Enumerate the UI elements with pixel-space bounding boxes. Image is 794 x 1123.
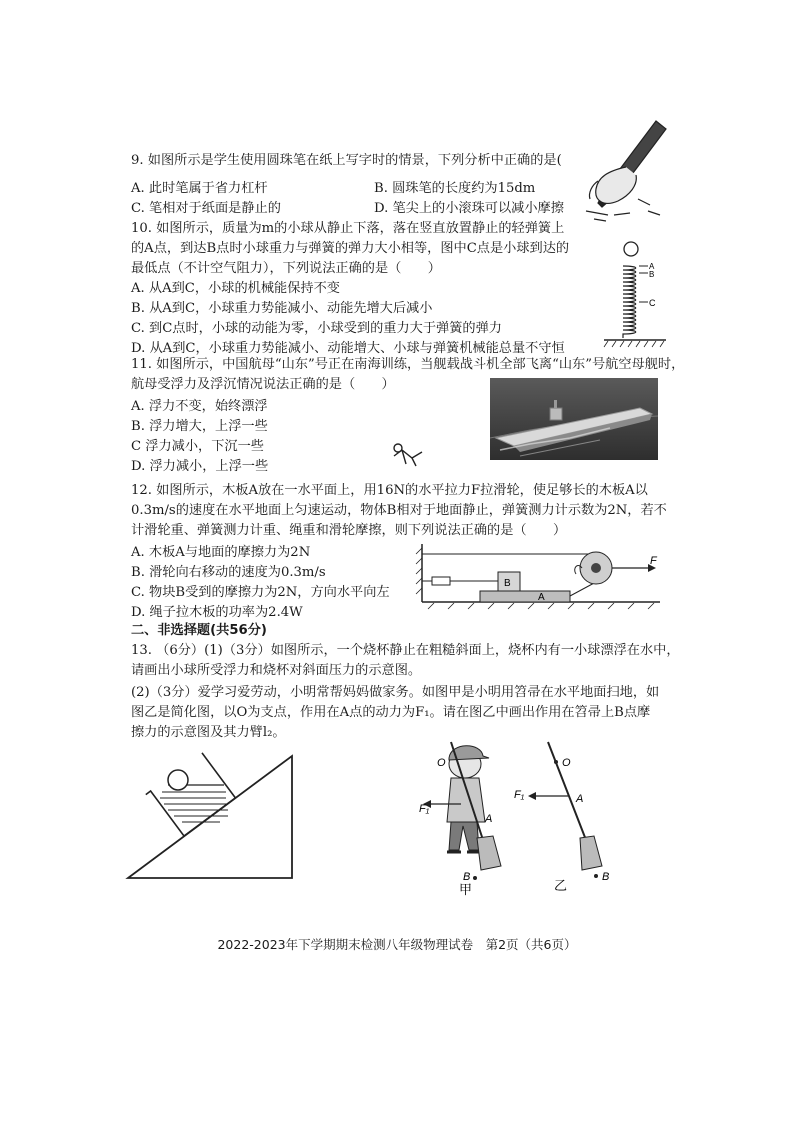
- label-b: B: [463, 871, 471, 883]
- board-a: [480, 591, 570, 602]
- broom-figure-yi: [510, 740, 620, 896]
- q9-option-b: B. 圆珠笔的长度约为15dm: [374, 181, 536, 196]
- incline-beaker-figure: [124, 752, 310, 882]
- label-a: A: [649, 262, 655, 271]
- q11-option-d: D. 浮力减小，上浮一些: [131, 459, 269, 474]
- label-f1: F₁: [419, 803, 430, 815]
- aircraft-carrier-photo: [490, 378, 658, 460]
- pulley-board-figure: [414, 540, 668, 612]
- label-b: B: [602, 871, 610, 883]
- broom-figure-jia: [405, 736, 525, 896]
- q9-option-c: C. 笔相对于纸面是静止的: [131, 201, 281, 216]
- q9-option-a: A. 此时笔属于省力杠杆: [131, 181, 268, 196]
- q9-option-d: D. 笔尖上的小滚珠可以减小摩擦: [374, 201, 564, 216]
- q13-part2-line1: (2)（3分）爱学习爱劳动，小明常帮妈妈做家务。如图甲是小明用笤帚在水平地面扫地，如: [131, 685, 660, 700]
- q10-stem-line1: 10. 如图所示，质量为m的小球从静止下落，落在竖直放置静止的轻弹簧上: [131, 221, 565, 236]
- q10-option-d: D. 从A到C，小球重力势能减小、动能增大、小球与弹簧机械能总量不守恒: [131, 341, 565, 356]
- q11-option-c: C 浮力减小，下沉一些: [131, 439, 264, 454]
- q10-stem-line3: 最低点（不计空气阻力），下列说法正确的是（ ）: [131, 261, 441, 276]
- q10-stem-line2: 的A点，到达B点时小球重力与弹簧的弹力大小相等，图中C点是小球到达的: [131, 241, 570, 256]
- q12-stem-line1: 12. 如图所示，木板A放在一水平面上，用16N的水平拉力F拉滑轮，使足够长的木板A以: [131, 483, 648, 498]
- q11-option-a: A. 浮力不变，始终漂浮: [131, 399, 268, 414]
- boy-body: [447, 778, 485, 822]
- label-a: A: [538, 592, 545, 603]
- q12-stem-line3: 计滑轮重、弹簧测力计重、绳重和滑轮摩擦，则下列说法正确的是（ ）: [131, 523, 567, 538]
- q9-stem: 9. 如图所示是学生使用圆珠笔在纸上写字时的情景，下列分析中正确的是(: [131, 153, 562, 168]
- page-footer: 2022-2023年下学期期末检测八年级物理试卷 第2页（共6页）: [217, 937, 577, 952]
- q12-option-a: A. 木板A与地面的摩擦力为2N: [131, 545, 311, 560]
- label-b: B: [649, 270, 655, 279]
- q12-option-d: D. 绳子拉木板的功率为2.4W: [131, 605, 303, 620]
- caption-jia: 甲: [459, 882, 473, 896]
- pivot-o: [554, 760, 558, 764]
- caption-yi: 乙: [554, 878, 568, 893]
- q13-part1-line1: 13. （6分）(1)（3分）如图所示，一个烧杯静止在粗糙斜面上，烧杯内有一小球漂浮在水中，: [131, 643, 680, 658]
- q13-part2-line2: 图乙是简化图，以O为支点，作用在A点的动力为F₁。请在图乙中画出作用在笤帚上B点摩: [131, 705, 651, 720]
- q12-stem-line2: 0.3m/s的速度在水平地面上匀速运动，物体B相对于地面静止，弹簧测力计示数为2N，若不: [131, 503, 667, 518]
- floating-ball: [168, 770, 188, 790]
- spring-ball-figure: [600, 238, 670, 350]
- section-2-heading: 二、非选择题(共56分): [131, 623, 267, 638]
- ink-mark: [388, 438, 428, 468]
- label-o: O: [437, 757, 446, 769]
- label-b: B: [504, 578, 511, 589]
- point-b: [594, 874, 598, 878]
- q10-option-b: B. 从A到C，小球重力势能减小、动能先增大后减小: [131, 301, 433, 316]
- q12-option-b: B. 滑轮向右移动的速度为0.3m/s: [131, 565, 326, 580]
- label-a: A: [485, 813, 493, 825]
- label-c: C: [649, 298, 656, 308]
- ball: [624, 242, 638, 256]
- spring-scale: [432, 577, 450, 585]
- q10-option-c: C. 到C点时，小球的动能为零，小球受到的重力大于弹簧的弹力: [131, 321, 502, 336]
- beaker: [146, 753, 236, 840]
- pen-writing-figure: [578, 115, 674, 225]
- broom-head: [477, 836, 501, 870]
- label-f1: F₁: [514, 789, 525, 801]
- q12-option-c: C. 物块B受到的摩擦力为2N，方向水平向左: [131, 585, 390, 600]
- q11-stem-line1: 11. 如图所示，中国航母“山东”号正在南海训练，当舰载战斗机全部飞离“山东”号航空母舰时，: [131, 357, 685, 372]
- label-o: O: [562, 757, 571, 769]
- spring: [623, 266, 636, 338]
- q11-option-b: B. 浮力增大，上浮一些: [131, 419, 268, 434]
- q10-option-a: A. 从A到C，小球的机械能保持不变: [131, 281, 340, 296]
- label-f: F: [650, 555, 657, 567]
- broom-head: [580, 836, 602, 870]
- label-a: A: [576, 793, 584, 805]
- q11-stem-line2: 航母受浮力及浮沉情况说法正确的是（ ）: [131, 377, 395, 392]
- q13-part1-line2: 请画出小球所受浮力和烧杯对斜面压力的示意图。: [131, 663, 422, 678]
- q13-part2-line3: 擦力的示意图及其力臂l₂。: [131, 725, 286, 740]
